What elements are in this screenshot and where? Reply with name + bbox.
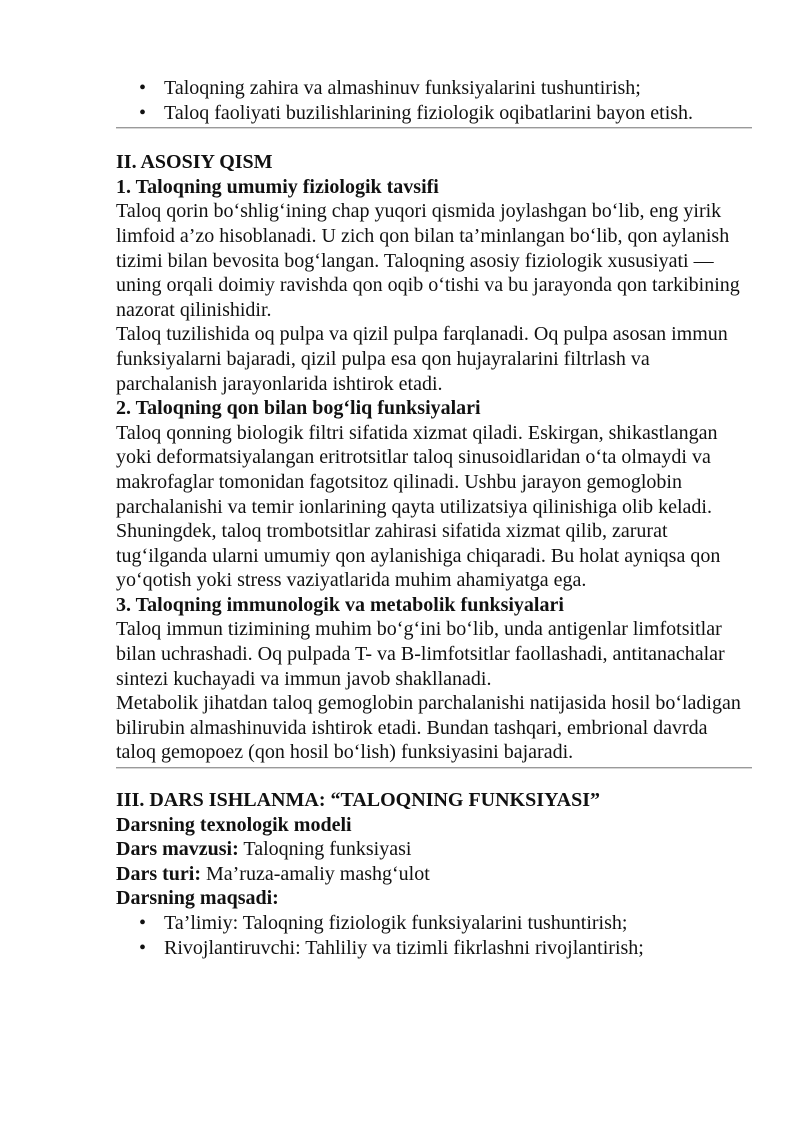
intro-bullet-list	[116, 76, 752, 125]
field-label: Dars mavzusi:	[116, 838, 239, 861]
field-label: Dars turi:	[116, 862, 201, 885]
paragraph: Taloq qonning biologik filtri sifatida xizmat qiladi. Eskirgan, shikastlangan yoki deformatsiyalangan eritrotsitlar taloq sinusoidlaridan o‘ta olmaydi va makrofaglar tomonidan fagotsitoz qilinadi. Ushbu jarayon gemoglobin parchalanishi va temir ionlarining qayta utilizatsiya qilinishiga olib keladi.	[116, 421, 718, 518]
section-heading: III. DARS ISHLANMA: “TALOQNING FUNKSIYASI”	[116, 789, 600, 812]
field-value: Taloqning funksiyasi	[238, 838, 412, 861]
paragraph: Shuningdek, taloq trombotsitlar zahirasi sifatida xizmat qilib, zarurat tug‘ilganda ularni umumiy qon aylanishiga chiqaradi. Bu holat ayniqsa qon yo‘qotish yoki stress vaziyatlarida muhim ahamiyatga ega.	[116, 520, 721, 592]
lesson-topic	[116, 837, 752, 862]
bullet-icon: •	[139, 77, 147, 99]
paragraph: Taloq tuzilishida oq pulpa va qizil pulpa farqlanadi. Oq pulpa asosan immun funksiyalarni bajaradi, qizil pulpa esa qon hujayralarini filtrlash va parchalanish jarayonlarida ishtirok etadi.	[116, 323, 728, 395]
paragraph: Taloq immun tizimining muhim bo‘g‘ini bo‘lib, unda antigenlar limfotsitlar bilan uchrashadi. Oq pulpada T- va B-limfotsitlar faollashadi, antitanachalar sintezi kuchayadi va immun javob shakllanadi.	[116, 618, 725, 690]
list-item: • Taloq faoliyati buzilishlarining fiziologik oqibatlarini bayon etish.	[139, 101, 694, 124]
document-page	[116, 76, 752, 960]
field-label: Darsning maqsadi:	[116, 887, 279, 910]
lesson-type	[116, 862, 752, 887]
bullet-icon: •	[139, 936, 147, 959]
list-item: • Ta’limiy: Taloqning fiziologik funksiyalarini tushuntirish;	[139, 912, 628, 934]
section-divider	[116, 127, 752, 128]
list-item: • Taloqning zahira va almashinuv funksiyalarini tushuntirish;	[139, 77, 641, 99]
section-divider	[116, 767, 752, 768]
paragraph: Metabolik jihatdan taloq gemoglobin parchalanishi natijasida hosil bo‘ladigan bilirubin almashinuvida ishtirok etadi. Bundan tashqari, embrional davrda taloq gemopoez (qon hosil bo‘lish) funksiyasini bajaradi.	[116, 692, 741, 764]
subsection-heading: 3. Taloqning immunologik va metabolik funksiyalari	[116, 593, 564, 616]
goal-bullet-list	[116, 911, 752, 960]
paragraph: Taloq qorin bo‘shlig‘ining chap yuqori qismida joylashgan bo‘lib, eng yirik limfoid a’zo hisoblanadi. U zich qon bilan ta’minlangan bo‘lib, qon aylanish tizimi bilan bevosita bog‘langan. Taloqning asosiy fiziologik xususiyati — uning orqali doimiy ravishda qon oqib o‘tishi va bu jarayonda qon tarkibining nazorat qilinishidir.	[116, 200, 740, 321]
field-value: Ma’ruza-amaliy mashg‘ulot	[200, 862, 430, 885]
subsection-heading: Darsning texnologik modeli	[116, 813, 352, 836]
bullet-icon: •	[139, 912, 147, 934]
list-item: • Rivojlantiruvchi: Tahliliy va tizimli fikrlashni rivojlantirish;	[139, 936, 644, 959]
section-heading: II. ASOSIY QISM	[116, 151, 273, 174]
bullet-icon: •	[139, 101, 147, 124]
subsection-heading: 2. Taloqning qon bilan bog‘liq funksiyalari	[116, 397, 481, 420]
subsection-heading: 1. Taloqning umumiy fiziologik tavsifi	[116, 175, 439, 198]
